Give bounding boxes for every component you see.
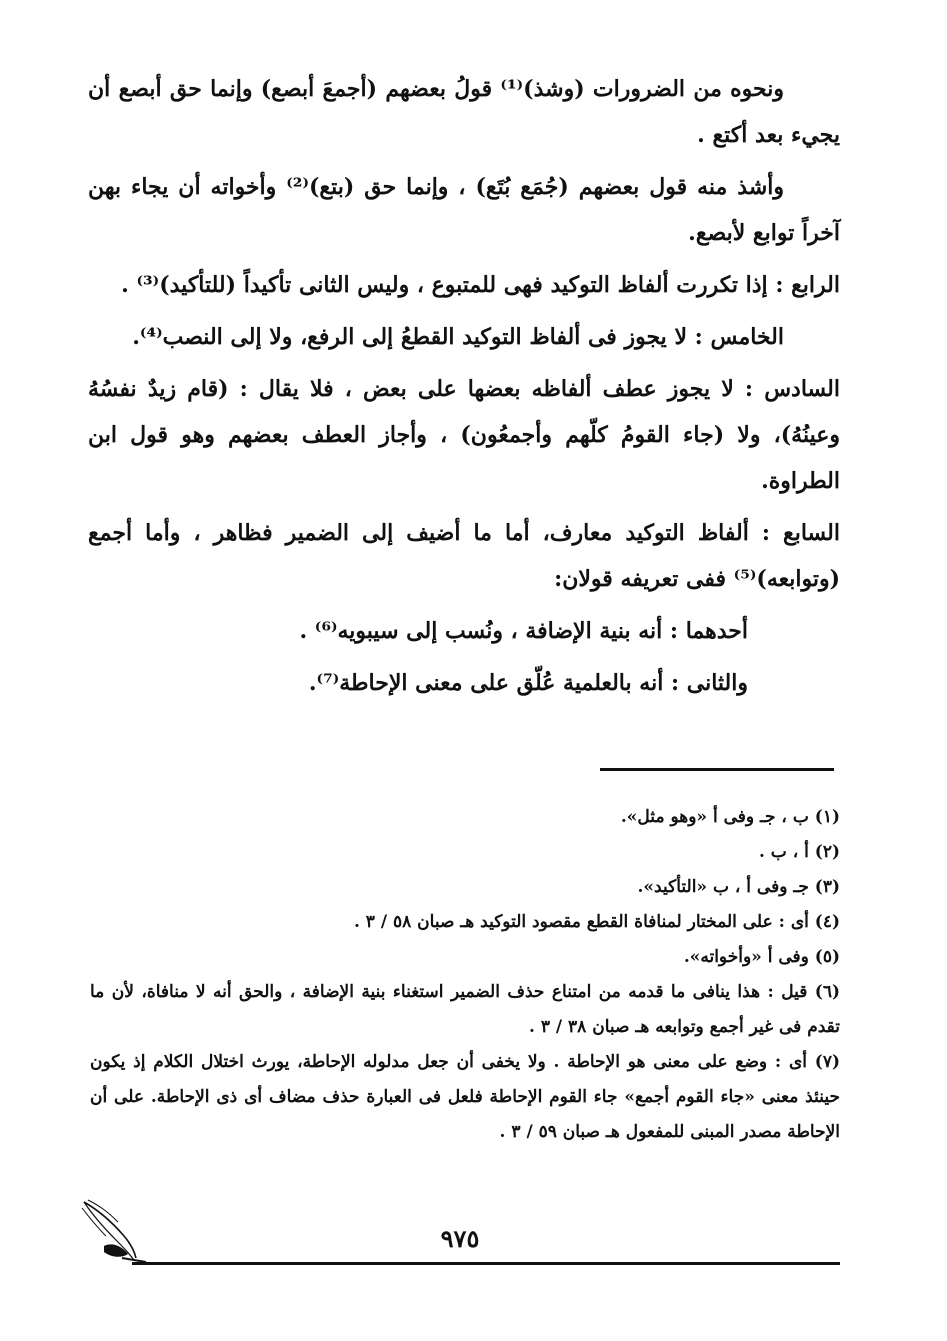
footnotes	[90, 800, 840, 1150]
footnote-1: (١) ب ، جـ وفى أ «وهو مثل».	[620, 807, 840, 827]
main-text	[88, 66, 840, 712]
paragraph-fourth: الرابع : إذا تكررت ألفاظ التوكيد فهى للمتبوع ، وليس الثانى تأكيداً (للتأكيد)⁽³⁾ .	[121, 272, 840, 298]
footnote-4: (٤) أى : على المختار لمنافاة القطع مقصود التوكيد هـ صبان ٥٨ / ٣ .	[353, 912, 840, 932]
opinion-first: أحدهما : أنه بنية الإضافة ، ونُسب إلى سيبويه⁽⁶⁾ .	[299, 618, 748, 644]
footnote-2: (٢) أ ، ب .	[758, 842, 840, 862]
footnote-7: (٧) أى : وضع على معنى هو الإحاطة . ولا يخفى أن جعل مدلوله الإحاطة، يورث اختلال الكلام إذ يكون حينئذ معنى «جاء القوم أجمع» جاء القوم الإحاطة فلعل فى العبارة حذف مضاف أى ذى الإحاطة. على أن الإحاطة مصدر المبنى للمفعول هـ صبان ٥٩ / ٣ .	[90, 1052, 840, 1142]
footnote-separator	[600, 768, 834, 771]
paragraph-fifth: الخامس : لا يجوز فى ألفاظ التوكيد القطعُ إلى الرفع، ولا إلى النصب⁽⁴⁾.	[132, 324, 784, 350]
page-number: ٩٧٥	[440, 1224, 480, 1253]
paragraph-sixth: السادس : لا يجوز عطف ألفاظه بعضها على بعض ، فلا يقال : (قام زيدٌ نفسُهُ وعينُهُ)، ولا (جاء القومُ كلّهم وأجمعُون) ، وأجاز العطف بعضهم وهو قول ابن الطراوة.	[88, 376, 840, 494]
paragraph-seventh: السابع : ألفاظ التوكيد معارف، أما ما أضيف إلى الضمير فظاهر ، وأما أجمع (وتوابعه)⁽⁵⁾ ففى تعريفه قولان:	[88, 520, 840, 592]
footnote-3: (٣) جـ وفى أ ، ب «التأكيد».	[637, 877, 840, 897]
paragraph-1: ونحوه من الضرورات (وشذ)⁽¹⁾ قولُ بعضهم (أجمعَ أبصع) وإنما حق أبصع أن يجيء بعد أكتع .	[88, 76, 840, 148]
footnote-6: (٦) قيل : هذا ينافى ما قدمه من امتناع حذف الضمير استغناء بنية الإضافة ، والحق أنه لا منافاة، لأن ما تقدم فى غير أجمع وتوابعه هـ صبان ٣٨ / ٣ .	[90, 982, 840, 1037]
opinion-second: والثانى : أنه بالعلمية عُلّق على معنى الإحاطة⁽⁷⁾.	[308, 670, 748, 696]
quill-pen-icon	[78, 1196, 148, 1268]
bottom-rule	[132, 1262, 840, 1265]
footnote-5: (٥) وفى أ «وأخواته».	[683, 947, 840, 967]
paragraph-2: وأشذ منه قول بعضهم (جُمَع بُتَع) ، وإنما حق (بتع)⁽²⁾ وأخواته أن يجاء بهن آخراً توابع لأبصع.	[88, 174, 840, 246]
